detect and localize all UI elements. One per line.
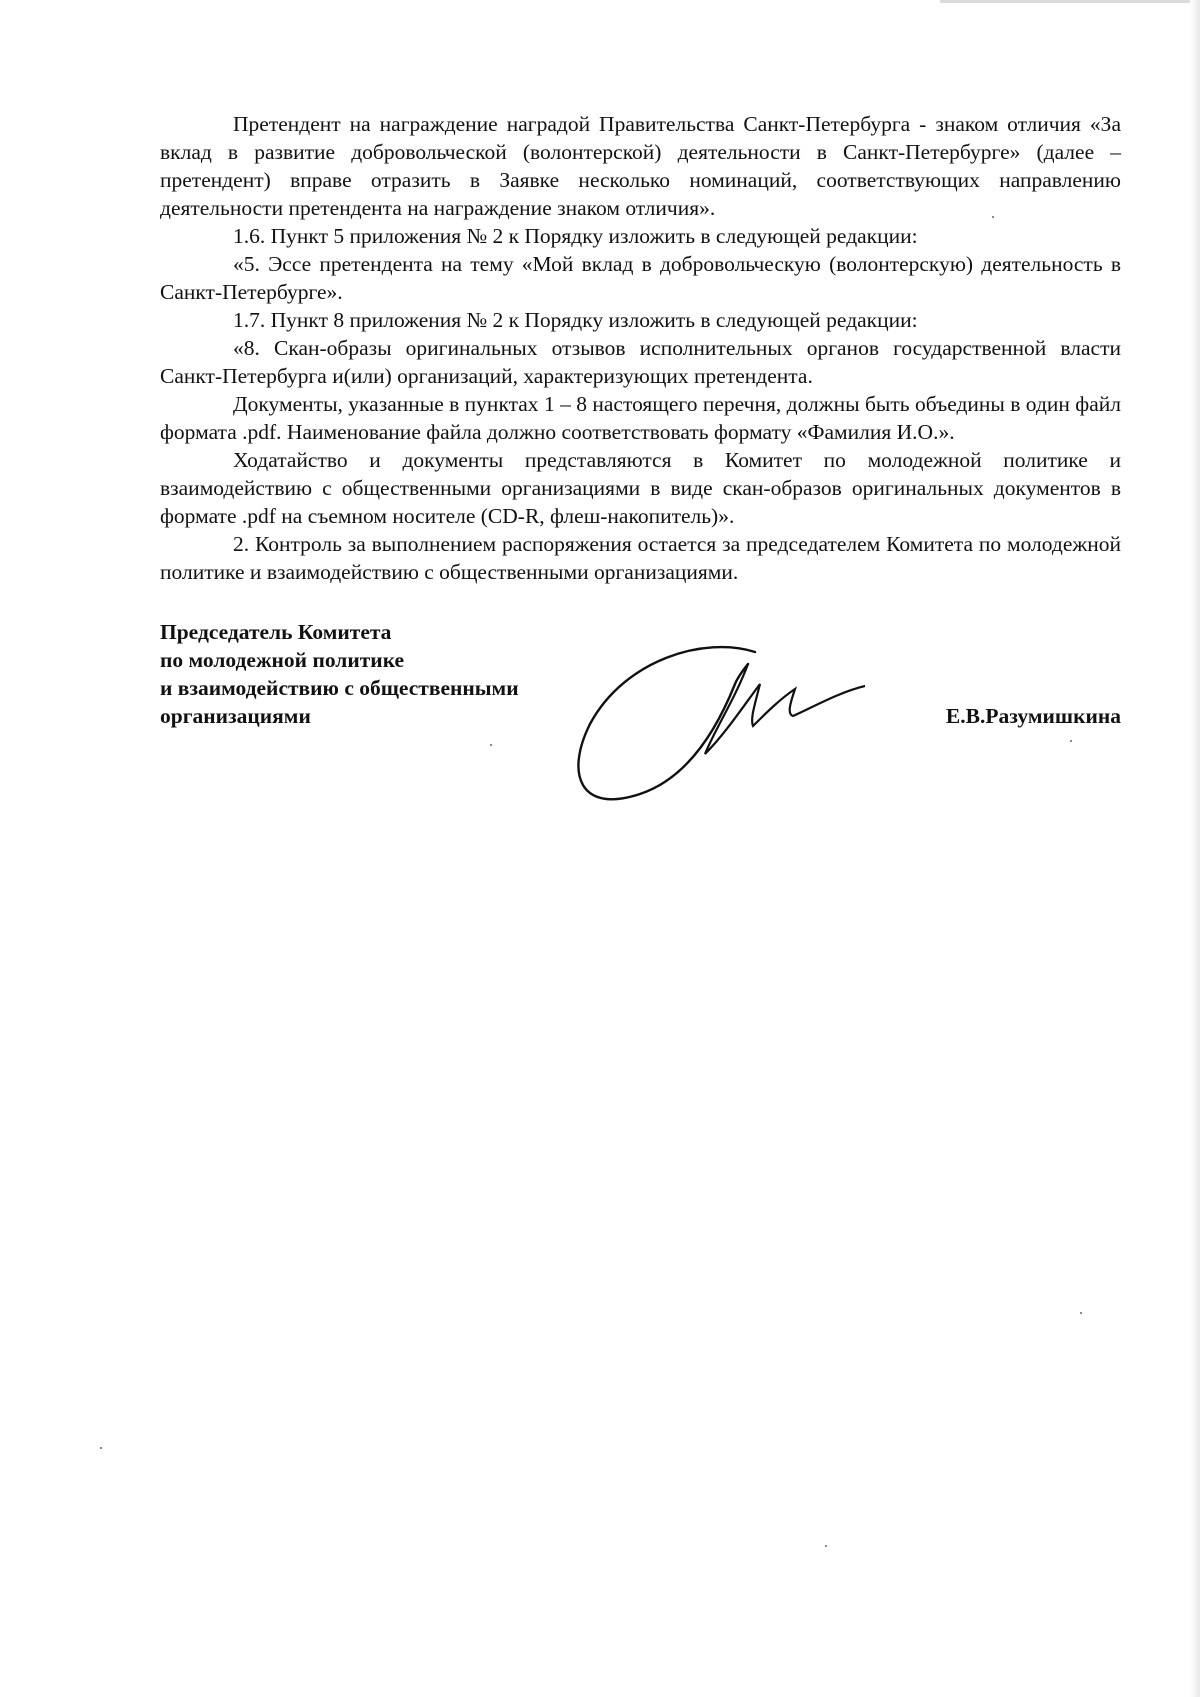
signer-position-line: организациями <box>160 704 311 728</box>
paragraph-submission: Ходатайство и документы представляются в Комитет по молодежной политике и взаимодействию с общественными организациями в виде скан-образов оригинальных документов в формате .pdf на съемном носителе (CD-R, флеш-накопитель)». <box>160 448 1121 528</box>
paragraph-pdf-format: Документы, указанные в пунктах 1 – 8 настоящего перечня, должны быть объедины в один файл формата .pdf. Наименование файла должно соответствовать формату «Фамилия И.О.». <box>160 392 1121 444</box>
scan-speck <box>490 744 492 746</box>
document-body <box>160 110 1121 586</box>
signature-block <box>160 618 1121 808</box>
signer-position <box>160 618 519 730</box>
scan-speck <box>1080 1312 1082 1314</box>
scan-speck <box>100 1447 102 1449</box>
scan-speck <box>825 1545 827 1547</box>
scan-speck <box>1070 740 1072 742</box>
paragraph-nominations: Претендент на награждение наградой Правительства Санкт-Петербурга - знаком отличия «За вклад в развитие добровольческой (волонтерской) деятельности в Санкт-Петербурге» (далее – претендент) вправе отразить в Заявке несколько номинаций, соответствующих направлению деятельности претендента на награждение знаком отличия». <box>160 112 1121 220</box>
handwritten-signature <box>565 644 865 804</box>
paragraph-1-7: 1.7. Пункт 8 приложения № 2 к Порядку изложить в следующей редакции: <box>233 308 918 332</box>
signer-position-line: по молодежной политике <box>160 648 405 672</box>
paragraph-essay: «5. Эссе претендента на тему «Мой вклад в добровольческую (волонтерскую) деятельность в Санкт-Петербурге». <box>160 252 1121 304</box>
signer-position-line: Председатель Комитета <box>160 620 392 644</box>
scan-top-edge <box>940 0 1200 3</box>
paragraph-1-6: 1.6. Пункт 5 приложения № 2 к Порядку изложить в следующей редакции: <box>233 224 918 248</box>
signer-position-line: и взаимодействию с общественными <box>160 676 519 700</box>
paragraph-scan-images: «8. Скан-образы оригинальных отзывов исполнительных органов государственной власти Санкт-Петербурга и(или) организаций, характеризующих претендента. <box>160 336 1121 388</box>
signer-name: Е.В.Разумишкина <box>945 704 1121 728</box>
scan-right-edge <box>1190 0 1200 1697</box>
scan-speck <box>992 216 994 218</box>
paragraph-control: 2. Контроль за выполнением распоряжения остается за председателем Комитета по молодежной политике и взаимодействию с общественными организациями. <box>160 532 1121 584</box>
